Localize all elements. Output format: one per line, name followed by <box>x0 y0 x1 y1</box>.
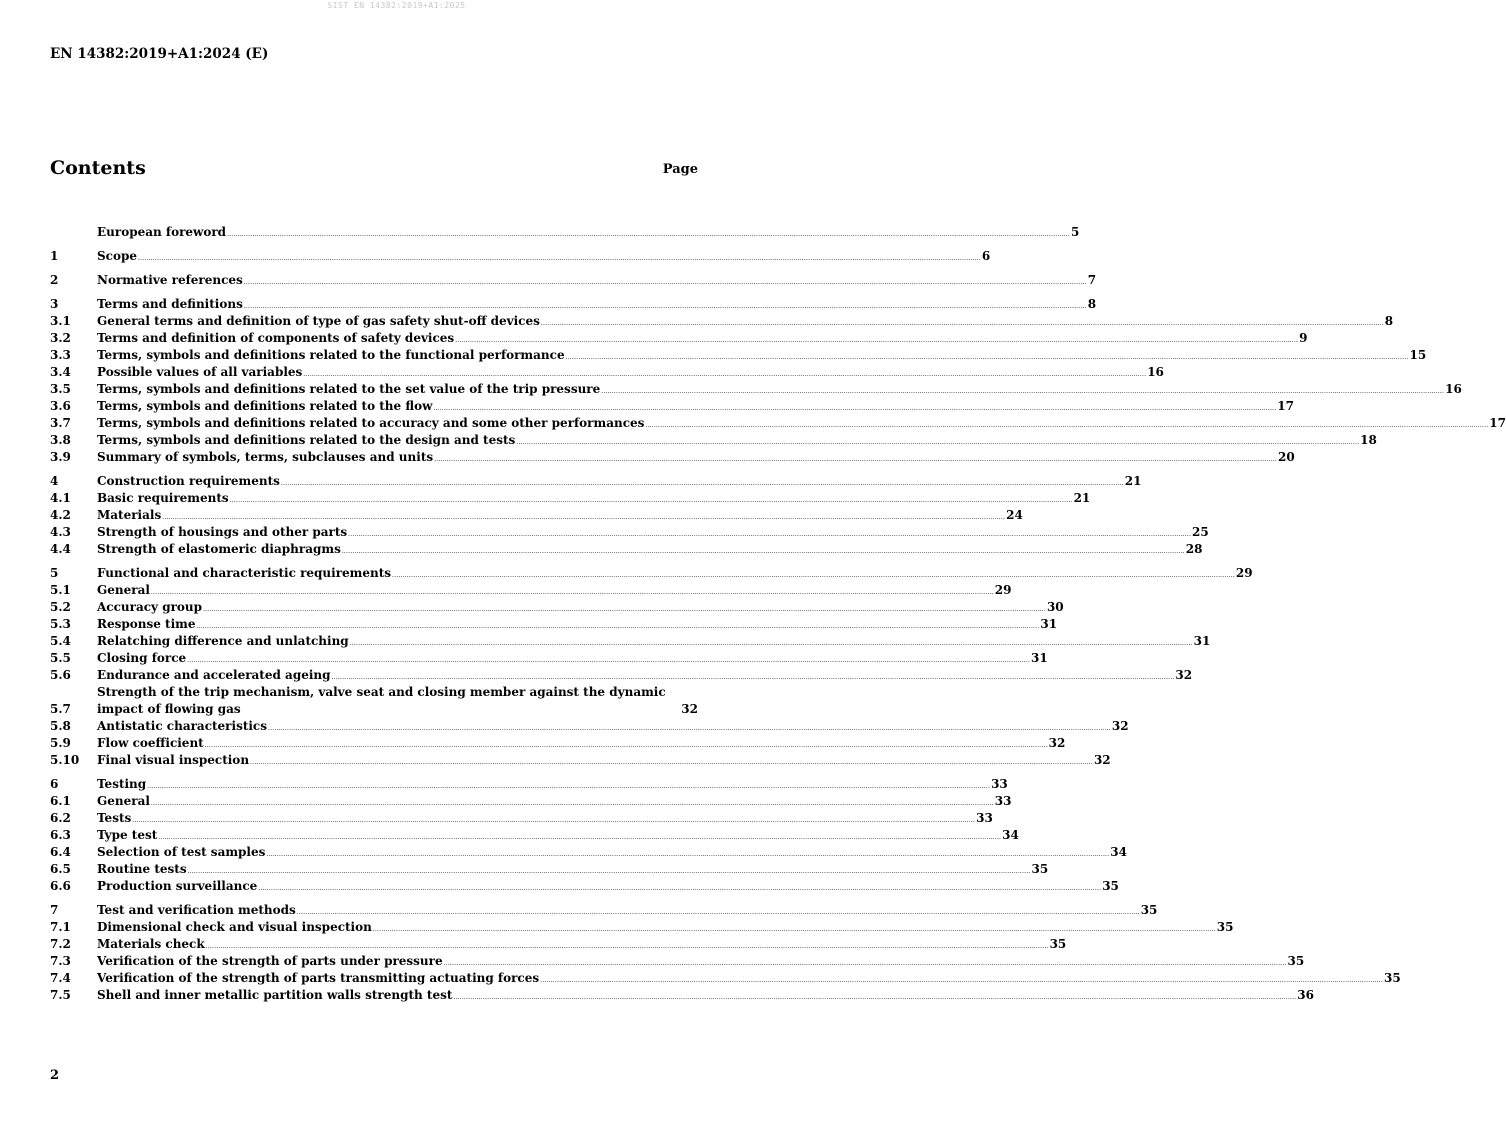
watermark: SIST EN 14382:2019+A1:2025 <box>327 1 466 10</box>
toc-entry-page: 25 <box>1192 525 1209 539</box>
toc-entry[interactable] <box>50 272 1097 289</box>
toc-entry-page: 35 <box>1031 862 1049 876</box>
toc-entry[interactable] <box>50 473 1142 490</box>
toc-entry-number: 7.2 <box>50 937 71 951</box>
toc-entry-number: 4.4 <box>50 542 71 556</box>
toc-group <box>50 902 1401 1004</box>
toc-entry-number: 5.9 <box>50 736 71 750</box>
footer-page-number: 2 <box>50 1068 60 1083</box>
toc-entry-page: 17 <box>1489 416 1506 430</box>
toc-group <box>50 565 1253 769</box>
toc-entry[interactable] <box>50 718 1129 735</box>
toc-entry-page: 33 <box>991 777 1008 791</box>
toc-entry-page: 15 <box>1409 348 1427 362</box>
toc-entry-page: 35 <box>1216 920 1234 934</box>
toc-dot-leader: ................................................................................................................................................................................................................................................................................................................................................................................................................ <box>645 422 1489 429</box>
toc-entry-number: 3.1 <box>50 314 71 328</box>
toc-dot-leader: ................................................................................................................................................................................................................................................................................................................................................................................................................ <box>348 531 1192 538</box>
toc-entry-title: Endurance and accelerated ageing <box>97 668 331 682</box>
toc-entry-title: Strength of elastomeric diaphragms <box>97 542 341 556</box>
toc-group <box>50 224 1080 241</box>
toc-entry-page: 16 <box>1147 365 1164 379</box>
toc-entry-number: 3.7 <box>50 416 71 430</box>
toc-entry-page: 8 <box>1087 297 1097 311</box>
toc-entry[interactable] <box>50 599 1064 616</box>
toc-entry-title: Routine tests <box>97 862 187 876</box>
toc-dot-leader: ................................................................................................................................................................................................................................................................................................................................................................................................................ <box>443 960 1287 967</box>
toc-entry-page: 20 <box>1278 450 1295 464</box>
toc-entry-number: 3.6 <box>50 399 71 413</box>
toc-entry-number: 3 <box>50 297 59 311</box>
toc-entry[interactable] <box>50 936 1067 953</box>
toc-dot-leader: ................................................................................................................................................................................................................................................................................................................................................................................................................ <box>349 640 1193 647</box>
toc-entry-title: Basic requirements <box>97 491 229 505</box>
toc-entry-title: Test and verification methods <box>97 903 296 917</box>
toc-entry[interactable] <box>50 381 1462 398</box>
toc-entry-page: 31 <box>1193 634 1211 648</box>
toc-entry[interactable] <box>50 224 1080 241</box>
toc-entry-title: Functional and characteristic requirements <box>97 566 392 580</box>
toc-entry-page: 31 <box>1040 617 1058 631</box>
toc-dot-leader: ................................................................................................................................................................................................................................................................................................................................................................................................................ <box>296 909 1140 916</box>
toc-dot-leader: ................................................................................................................................................................................................................................................................................................................................................................................................................ <box>540 977 1383 984</box>
toc-dot-leader: ................................................................................................................................................................................................................................................................................................................................................................................................................ <box>280 480 1124 487</box>
toc-dot-leader: ................................................................................................................................................................................................................................................................................................................................................................................................................ <box>516 439 1360 446</box>
toc-entry-title: General terms and definition of type of gas safety shut-off devices <box>97 314 540 328</box>
toc-entry[interactable] <box>50 313 1394 330</box>
toc-entry[interactable] <box>50 844 1127 861</box>
toc-entry-number: 5.7 <box>50 702 71 716</box>
toc-entry[interactable] <box>50 902 1158 919</box>
toc-entry-title: Strength of housings and other parts <box>97 525 348 539</box>
toc-entry-number: 6.4 <box>50 845 71 859</box>
toc-entry[interactable] <box>50 449 1295 466</box>
toc-dot-leader: ................................................................................................................................................................................................................................................................................................................................................................................................................ <box>162 514 1006 521</box>
toc-entry-title: Antistatic characteristics <box>97 719 267 733</box>
toc-group <box>50 473 1209 558</box>
toc-group <box>50 272 1097 289</box>
toc-entry-number: 5.2 <box>50 600 71 614</box>
toc-entry[interactable] <box>50 827 1019 844</box>
toc-entry[interactable] <box>50 347 1427 364</box>
toc-entry-title: Summary of symbols, terms, subclauses and units <box>97 450 434 464</box>
toc-entry-title: Terms and definitions <box>97 297 243 311</box>
toc-entry-page: 24 <box>1006 508 1023 522</box>
toc-group <box>50 296 1506 466</box>
toc-entry-number: 3.3 <box>50 348 71 362</box>
toc-entry-page: 32 <box>681 702 698 716</box>
toc-dot-leader: ................................................................................................................................................................................................................................................................................................................................................................................................................ <box>455 337 1299 344</box>
toc-entry-page: 5 <box>1070 225 1080 239</box>
toc-entry-number: 4.2 <box>50 508 71 522</box>
toc-dot-leader: ................................................................................................................................................................................................................................................................................................................................................................................................................ <box>601 388 1445 395</box>
toc-entry-number: 6.3 <box>50 828 71 842</box>
toc-entry-number: 7.1 <box>50 920 71 934</box>
toc-dot-leader: ................................................................................................................................................................................................................................................................................................................................................................................................................ <box>196 623 1040 630</box>
toc-entry-number: 1 <box>50 249 59 263</box>
toc-entry-page: 36 <box>1297 988 1314 1002</box>
toc-entry-page: 35 <box>1049 937 1067 951</box>
toc-entry-number: 6.2 <box>50 811 71 825</box>
toc-entry-page: 35 <box>1384 971 1401 985</box>
toc-dot-leader: ................................................................................................................................................................................................................................................................................................................................................................................................................ <box>433 405 1277 412</box>
toc-entry-title: Construction requirements <box>97 474 280 488</box>
toc-dot-leader: ................................................................................................................................................................................................................................................................................................................................................................................................................ <box>392 572 1235 579</box>
toc-entry-title: Terms, symbols and definitions related to the functional performance <box>97 348 565 362</box>
toc-dot-leader: ................................................................................................................................................................................................................................................................................................................................................................................................................ <box>204 742 1048 749</box>
toc-entry-title: Verification of the strength of parts transmitting actuating forces <box>97 971 540 985</box>
toc-entry[interactable] <box>50 810 993 827</box>
toc-entry-title: Type test <box>97 828 158 842</box>
toc-dot-leader: ................................................................................................................................................................................................................................................................................................................................................................................................................ <box>243 279 1087 286</box>
toc-entry-title: Production surveillance <box>97 879 258 893</box>
toc-entry-number: 5.6 <box>50 668 71 682</box>
toc-dot-leader: ................................................................................................................................................................................................................................................................................................................................................................................................................ <box>434 456 1278 463</box>
toc-entry-title: Strength of the trip mechanism, valve seat and closing member against the dynamic impact of flowing gas <box>97 685 666 716</box>
toc-entry-page: 17 <box>1277 399 1294 413</box>
table-of-contents <box>50 224 1506 1011</box>
toc-entry[interactable] <box>50 667 1193 684</box>
toc-entry-number: 4.1 <box>50 491 71 505</box>
toc-dot-leader: ................................................................................................................................................................................................................................................................................................................................................................................................................ <box>205 943 1049 950</box>
toc-dot-leader: ................................................................................................................................................................................................................................................................................................................................................................................................................ <box>227 231 1070 238</box>
toc-entry-number: 6.5 <box>50 862 71 876</box>
toc-entry-title: Tests <box>97 811 132 825</box>
toc-entry[interactable] <box>50 415 1506 432</box>
toc-entry-title: Possible values of all variables <box>97 365 303 379</box>
toc-entry-page: 35 <box>1140 903 1158 917</box>
toc-dot-leader: ................................................................................................................................................................................................................................................................................................................................................................................................................ <box>243 303 1087 310</box>
toc-entry-number: 4 <box>50 474 59 488</box>
toc-entry[interactable] <box>50 735 1066 752</box>
toc-dot-leader: ................................................................................................................................................................................................................................................................................................................................................................................................................ <box>266 851 1110 858</box>
toc-entry[interactable] <box>50 793 1012 810</box>
toc-entry[interactable] <box>50 490 1091 507</box>
toc-entry-number: 6.1 <box>50 794 71 808</box>
toc-dot-leader: ................................................................................................................................................................................................................................................................................................................................................................................................................ <box>331 674 1175 681</box>
toc-dot-leader: ................................................................................................................................................................................................................................................................................................................................................................................................................ <box>540 320 1384 327</box>
toc-entry-number: 5.5 <box>50 651 71 665</box>
toc-entry-page: 32 <box>1048 736 1066 750</box>
toc-entry[interactable] <box>50 970 1401 987</box>
toc-entry-title: Materials <box>97 508 162 522</box>
toc-dot-leader: ................................................................................................................................................................................................................................................................................................................................................................................................................ <box>132 817 976 824</box>
toc-entry-title: Shell and inner metallic partition walls strength test <box>97 988 453 1002</box>
toc-dot-leader: ................................................................................................................................................................................................................................................................................................................................................................................................................ <box>187 868 1031 875</box>
toc-dot-leader: ................................................................................................................................................................................................................................................................................................................................................................................................................ <box>258 885 1102 892</box>
toc-entry-title: Response time <box>97 617 196 631</box>
toc-group <box>50 248 991 265</box>
toc-entry[interactable] <box>50 541 1203 558</box>
toc-dot-leader: ................................................................................................................................................................................................................................................................................................................................................................................................................ <box>229 497 1073 504</box>
toc-entry-title: Selection of test samples <box>97 845 266 859</box>
toc-entry-title: General <box>97 794 150 808</box>
toc-entry-page: 32 <box>1093 753 1111 767</box>
toc-entry-number: 6 <box>50 777 59 791</box>
toc-entry-title: Terms, symbols and definitions related to the set value of the trip pressure <box>97 382 601 396</box>
toc-dot-leader: ................................................................................................................................................................................................................................................................................................................................................................................................................ <box>203 606 1046 613</box>
toc-entry[interactable] <box>50 633 1211 650</box>
toc-entry-page: 7 <box>1087 273 1097 287</box>
toc-entry-title: European foreword <box>97 225 227 239</box>
toc-entry-title: Dimensional check and visual inspection <box>97 920 372 934</box>
toc-entry-page: 28 <box>1185 542 1203 556</box>
toc-entry-title: Verification of the strength of parts under pressure <box>97 954 443 968</box>
toc-entry[interactable] <box>50 650 1048 667</box>
document-id: EN 14382:2019+A1:2024 (E) <box>50 46 269 62</box>
toc-entry-title: Relatching difference and unlatching <box>97 634 349 648</box>
toc-entry-title: Final visual inspection <box>97 753 250 767</box>
toc-entry-title: General <box>97 583 150 597</box>
toc-entry-number: 7 <box>50 903 59 917</box>
toc-dot-leader: ................................................................................................................................................................................................................................................................................................................................................................................................................ <box>187 657 1031 664</box>
toc-entry-page: 16 <box>1445 382 1462 396</box>
toc-entry-page: 35 <box>1287 954 1305 968</box>
toc-entry-page: 29 <box>994 583 1012 597</box>
toc-dot-leader: ................................................................................................................................................................................................................................................................................................................................................................................................................ <box>250 759 1093 766</box>
toc-entry[interactable] <box>50 752 1111 769</box>
toc-entry[interactable] <box>50 330 1308 347</box>
toc-entry-page: 30 <box>1046 600 1064 614</box>
toc-entry[interactable] <box>50 248 991 265</box>
toc-entry-number: 5.1 <box>50 583 71 597</box>
toc-entry[interactable] <box>50 582 1012 599</box>
toc-entry-page: 29 <box>1235 566 1253 580</box>
toc-entry-number: 5.3 <box>50 617 71 631</box>
toc-dot-leader: ................................................................................................................................................................................................................................................................................................................................................................................................................ <box>341 548 1185 555</box>
toc-entry-number: 7.3 <box>50 954 71 968</box>
toc-entry-title: Testing <box>97 777 147 791</box>
toc-entry[interactable] <box>50 432 1377 449</box>
toc-entry-number: 5.4 <box>50 634 71 648</box>
toc-entry-page: 9 <box>1299 331 1308 345</box>
toc-entry-title: Terms, symbols and definitions related to the design and tests <box>97 433 516 447</box>
toc-entry-page: 21 <box>1124 474 1142 488</box>
toc-entry-title: Terms, symbols and definitions related to the flow <box>97 399 433 413</box>
toc-entry-page: 31 <box>1031 651 1048 665</box>
toc-entry-number: 3.9 <box>50 450 71 464</box>
toc-entry[interactable] <box>50 919 1234 936</box>
toc-entry-title: Accuracy group <box>97 600 203 614</box>
toc-entry-number: 5.10 <box>50 753 80 767</box>
toc-entry-title: Terms, symbols and definitions related to accuracy and some other performances <box>97 416 645 430</box>
toc-entry[interactable] <box>50 616 1058 633</box>
toc-entry-number: 3.2 <box>50 331 71 345</box>
toc-dot-leader: ................................................................................................................................................................................................................................................................................................................................................................................................................ <box>158 834 1002 841</box>
toc-entry-number: 6.6 <box>50 879 71 893</box>
toc-dot-leader: ................................................................................................................................................................................................................................................................................................................................................................................................................ <box>453 994 1297 1001</box>
toc-entry[interactable] <box>50 878 1119 895</box>
toc-entry-number: 3.5 <box>50 382 71 396</box>
toc-entry-number: 3.4 <box>50 365 71 379</box>
toc-dot-leader: ................................................................................................................................................................................................................................................................................................................................................................................................................ <box>150 589 994 596</box>
toc-entry[interactable] <box>50 364 1164 381</box>
toc-entry-number: 2 <box>50 273 59 287</box>
toc-entry-page: 35 <box>1102 879 1119 893</box>
toc-entry-page: 34 <box>1002 828 1019 842</box>
toc-entry-page: 32 <box>1175 668 1193 682</box>
toc-dot-leader: ................................................................................................................................................................................................................................................................................................................................................................................................................ <box>147 783 991 790</box>
page-column-heading: Page <box>662 162 698 177</box>
toc-entry-page: 18 <box>1360 433 1377 447</box>
toc-entry[interactable] <box>50 861 1049 878</box>
toc-entry-page: 6 <box>981 249 991 263</box>
toc-dot-leader: ................................................................................................................................................................................................................................................................................................................................................................................................................ <box>138 255 981 262</box>
toc-entry-title: Closing force <box>97 651 187 665</box>
toc-entry-title: Materials check <box>97 937 205 951</box>
toc-entry-page: 32 <box>1111 719 1129 733</box>
toc-entry-title: Scope <box>97 249 138 263</box>
toc-entry-page: 33 <box>976 811 993 825</box>
toc-entry-number: 3.8 <box>50 433 71 447</box>
toc-entry[interactable] <box>50 296 1097 313</box>
toc-entry-number: 5.8 <box>50 719 71 733</box>
toc-dot-leader: ................................................................................................................................................................................................................................................................................................................................................................................................................ <box>372 926 1216 933</box>
toc-group <box>50 776 1127 895</box>
toc-entry[interactable] <box>50 565 1253 582</box>
toc-entry[interactable] <box>50 507 1023 524</box>
toc-dot-leader: ................................................................................................................................................................................................................................................................................................................................................................................................................ <box>303 371 1147 378</box>
toc-entry-page: 34 <box>1110 845 1127 859</box>
toc-entry[interactable] <box>50 398 1294 415</box>
toc-dot-leader: ................................................................................................................................................................................................................................................................................................................................................................................................................ <box>150 800 994 807</box>
toc-entry-page: 8 <box>1384 314 1394 328</box>
toc-entry-number: 4.3 <box>50 525 71 539</box>
toc-dot-leader: ................................................................................................................................................................................................................................................................................................................................................................................................................ <box>268 725 1111 732</box>
toc-entry-number: 7.4 <box>50 971 71 985</box>
toc-entry[interactable] <box>50 987 1314 1004</box>
toc-entry-title: Terms and definition of components of safety devices <box>97 331 455 345</box>
toc-entry-number: 5 <box>50 566 59 580</box>
toc-entry[interactable] <box>50 684 698 718</box>
toc-entry-number: 7.5 <box>50 988 71 1002</box>
toc-entry-title: Flow coefficient <box>97 736 204 750</box>
toc-dot-leader: ................................................................................................................................................................................................................................................................................................................................................................................................................ <box>565 354 1409 361</box>
toc-entry-page: 21 <box>1073 491 1091 505</box>
toc-entry-title: Normative references <box>97 273 243 287</box>
contents-heading: Contents <box>50 157 146 179</box>
toc-entry[interactable] <box>50 776 1008 793</box>
toc-entry[interactable] <box>50 953 1305 970</box>
toc-entry[interactable] <box>50 524 1209 541</box>
toc-entry-page: 33 <box>994 794 1012 808</box>
